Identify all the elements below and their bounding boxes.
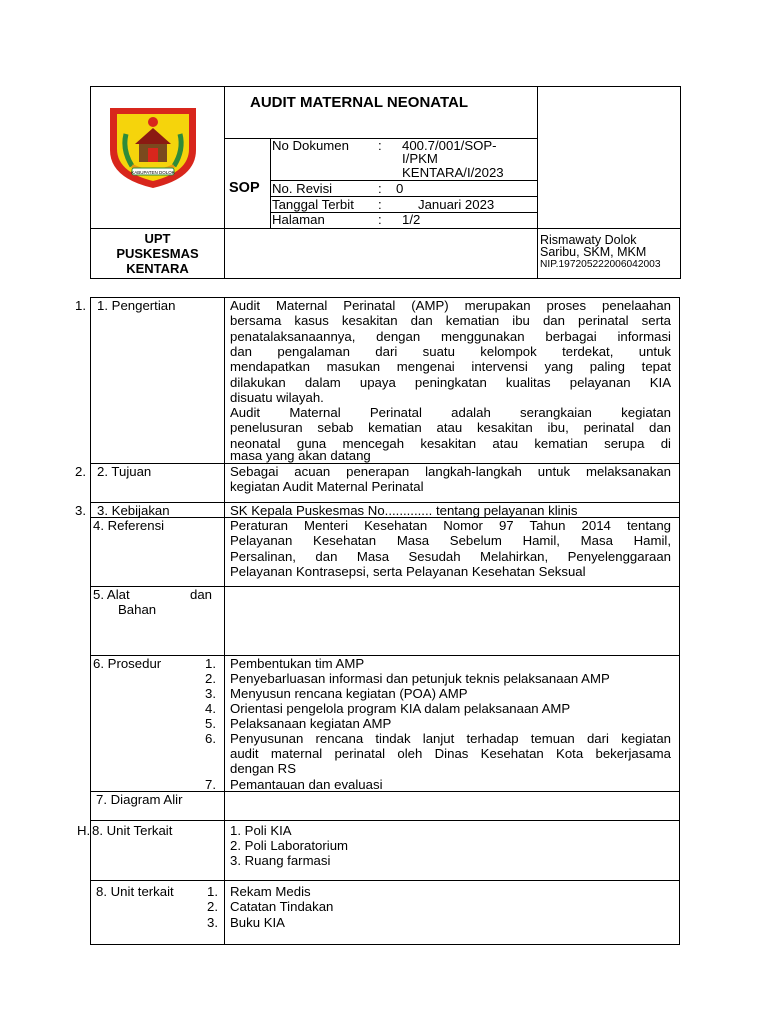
section-7-label: 7. Diagram Alir: [96, 792, 183, 807]
svg-text:KABUPATEN DOLOK: KABUPATEN DOLOK: [131, 170, 175, 175]
publish-date-label: Tanggal Terbit: [272, 197, 354, 212]
section-9-label: 8. Unit terkait: [96, 884, 174, 899]
section-8-label: 8. Unit Terkait: [92, 823, 173, 838]
section-3-label: 3. Kebijakan: [97, 503, 170, 518]
section-2-label: 2. Tujuan: [97, 464, 152, 479]
revision-sep: :: [378, 181, 382, 196]
sop-label: SOP: [229, 180, 260, 196]
section-1-label: 1. Pengertian: [97, 298, 176, 313]
doc-number-value: 400.7/001/SOP-: [402, 138, 497, 153]
section-1-outer-number: 1.: [75, 298, 86, 313]
document-title: AUDIT MATERNAL NEONATAL: [250, 94, 469, 111]
signatory-nip: NIP.197205222006042003: [540, 259, 661, 270]
doc-number-sep: :: [378, 138, 382, 153]
revision-value: 0: [396, 181, 404, 196]
kabupaten-logo-icon: [102, 100, 204, 190]
page-label: Halaman: [272, 212, 325, 227]
section-3-outer-number: 3.: [75, 503, 86, 518]
doc-number-value: I/PKM: [402, 151, 438, 166]
org-name: UPT PUSKESMAS KENTARA: [116, 231, 199, 276]
doc-number-value: KENTARA/I/2023: [402, 165, 504, 180]
signatory-name: Rismawaty Dolok: [540, 233, 637, 247]
section-8-outer-letter: H.: [77, 823, 91, 838]
page-sep: :: [378, 212, 382, 227]
page-value: 1/2: [402, 212, 421, 227]
revision-label: No. Revisi: [272, 181, 333, 196]
section-3-text: SK Kepala Puskesmas No............. tentang pelayanan klinis: [230, 503, 578, 518]
publish-date-value: Januari 2023: [418, 197, 495, 212]
doc-number-label: No Dokumen: [272, 138, 349, 153]
section-4-label: 4. Referensi: [93, 518, 165, 533]
section-6-label: 6. Prosedur: [93, 656, 162, 671]
section-2-outer-number: 2.: [75, 464, 86, 479]
publish-date-sep: :: [378, 197, 382, 212]
signatory-title: Saribu, SKM, MKM: [540, 245, 647, 259]
